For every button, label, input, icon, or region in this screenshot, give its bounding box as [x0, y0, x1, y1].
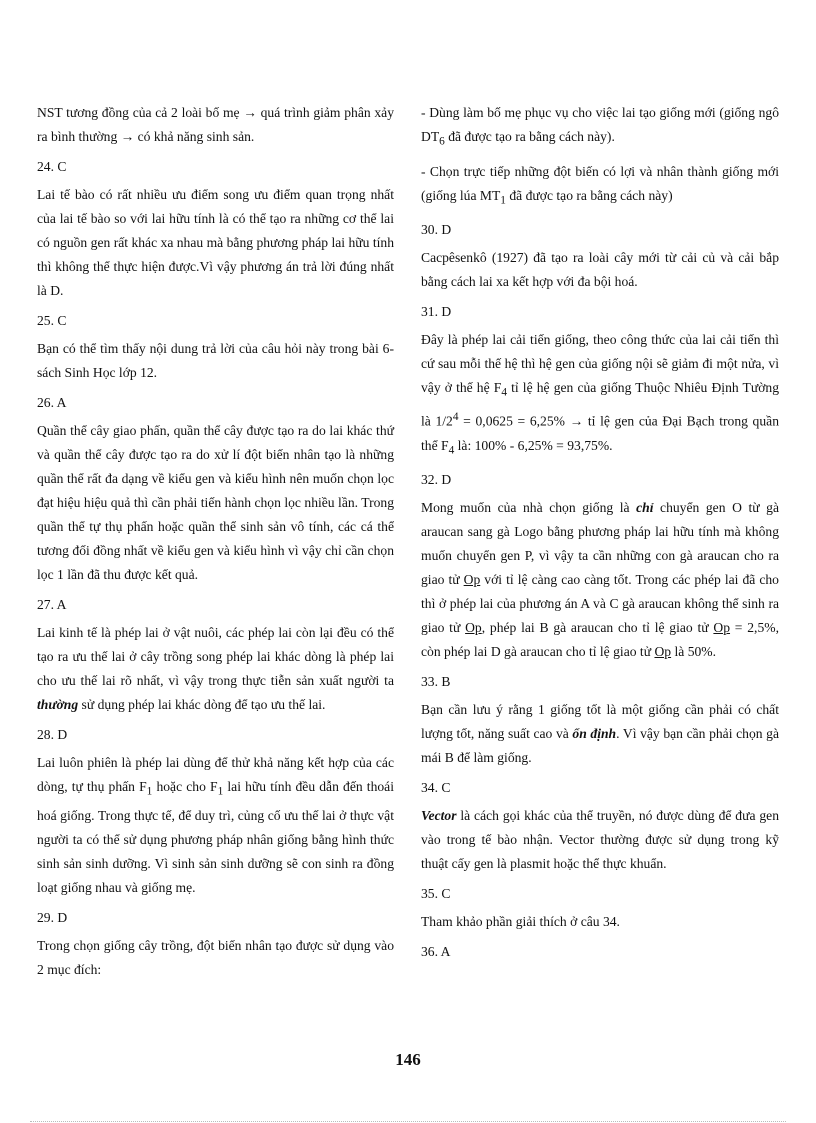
emphasis: ổn định: [572, 726, 617, 742]
emphasis: thường: [37, 697, 79, 712]
answer-heading: 31. D: [421, 304, 452, 320]
answer-heading: 25. C: [37, 313, 67, 328]
answer-heading: 34. C: [421, 780, 451, 796]
paragraph: Lai luôn phiên là phép lai dùng để thử khả năng kết hợp của các dòng, tự thụ phấn $F_1$ hoặc cho $F_1$ lai hữu tính đều dẫn đến thoái hoá giống. Trong thực tế, để duy trì, củng cố ưu thế lai ở thực vật người ta có thể sử dụng phương pháp nhân giống bằng hình thức sinh sản sinh dưỡng. Vì sinh sản sinh dưỡng sẽ con sinh ra đồng loạt giống nhau và giống mẹ.: [37, 755, 394, 895]
paragraph: Trong chọn giống cây trồng, đột biến nhân tạo được sử dụng vào 2 mục đích:: [37, 937, 394, 977]
answer-heading: 30. D: [421, 222, 452, 238]
paragraph: Bạn cần lưu ý rằng 1 giống tốt là một giống cần phải có chất lượng tốt, năng suất cao và ổn định. Vì vậy bạn cần phải chọn gà mái B để làm giống.: [421, 702, 779, 766]
answer-heading: 33. B: [421, 674, 451, 690]
emphasis: chỉ: [636, 500, 654, 516]
answer-heading: 29. D: [37, 909, 68, 925]
paragraph: Mong muốn của nhà chọn giống là chỉ chuyển gen O từ gà araucan sang gà Logo bằng phương pháp lai hữu tính mà không muốn chuyển gen P, vì vậy ta cần những con gà araucan cho ra giao tử Op với tỉ lệ càng cao càng tốt. Trong các phép lai đã cho thì ở phép lai của phương án A và C gà araucan không thể sinh ra giao tử Op, phép lai B gà araucan cho tỉ lệ giao tử Op = 2,5%, còn phép lai D gà araucan cho tỉ lệ giao tử Op là 50%.: [421, 500, 779, 660]
paragraph: Quần thể cây giao phấn, quần thể cây được tạo ra do lai khác thứ và quần thể cây được tạo ra do xử lí đột biến nhân tạo là những quần thể rất đa dạng về kiểu gen và kiểu hình nên muốn chọn lọc đạt hiệu hiệu quả thì cần phải tiến hành chọn lọc nhiều lần. Trong quần thể tự thụ phấn hoặc quần thể sinh sản vô tính, các cá thể tương đối đồng nhất về kiểu gen và kiểu hình vì vậy chỉ cần chọn lọc 1 lần đã thu được kết quả.: [37, 423, 394, 582]
answer-heading: 36. A: [421, 944, 451, 960]
right-column: [421, 101, 779, 968]
page-number: 146: [395, 1050, 421, 1069]
answer-heading: 28. D: [37, 727, 68, 742]
paragraph: NST tương đồng của cả 2 loài bố mẹ → quá trình giảm phân xảy ra bình thường → có khả năng sinh sản.: [37, 105, 394, 144]
paragraph: Lai tế bào có rất nhiều ưu điểm song ưu điểm quan trọng nhất của lai tế bào so với lai hữu tính là có thể tạo ra những cơ thể lai có nguồn gen rất khác xa nhau mà bằng phương pháp lai hữu tính thì không thể thực hiện được.Vì vậy phương án trả lời đúng nhất là D.: [37, 187, 394, 298]
paragraph: Bạn có thể tìm thấy nội dung trả lời của câu hỏi này trong bài 6- sách Sinh Học lớp 12.: [37, 341, 394, 380]
left-column: [37, 101, 394, 988]
answer-heading: 24. C: [37, 159, 67, 174]
answer-heading: 32. D: [421, 472, 452, 488]
paragraph: Đây là phép lai cải tiến giống, theo công thức của lai cải tiến thì cứ sau mỗi thế hệ thì hệ gen của giống nội sẽ giảm đi một nửa, vì vậy ở thế hệ $F_4$ tỉ lệ hệ gen của giống Thuộc Nhiêu Định Tường là $1/2^4 = 0,0625 = 6,25\%$ → tỉ lệ gen của Đại Bạch trong quần thể $F_4$ là: 100% - 6,25% = 93,75%.: [421, 332, 779, 457]
answer-heading: 27. A: [37, 597, 67, 612]
paragraph: Cacpêsenkô (1927) đã tạo ra loài cây mới từ cải củ và cải bắp bằng cách lai xa kết hợp với đa bội hoá.: [421, 250, 779, 290]
bullet-item: - Dùng làm bố mẹ phục vụ cho việc lai tạo giống mới (giống ngô $DT_6$ đã được tạo ra bằng cách này).: [421, 105, 779, 148]
answer-heading: 35. C: [421, 886, 451, 902]
emphasis: Vector: [421, 808, 457, 824]
paragraph: Vector là cách gọi khác của thể truyền, nó được dùng để đưa gen vào trong tế bào nhận. Vector thường được sử dụng trong kỹ thuật cấy gen là plasmit hoặc thể thực khuẩn.: [421, 808, 779, 872]
answer-heading: 26. A: [37, 395, 67, 410]
paragraph: Tham khảo phần giải thích ở câu 34.: [421, 914, 620, 930]
bullet-item: - Chọn trực tiếp những đột biến có lợi và nhân thành giống mới (giống lúa $MT_1$ đã được tạo ra bằng cách này): [421, 163, 779, 207]
paragraph: Lai kinh tế là phép lai ở vật nuôi, các phép lai còn lại đều có thể tạo ra ưu thế lai ở cây trồng song phép lai khác dòng là phép lai cho ưu thế lai rõ nhất, vì vậy trong thực tiễn sản xuất người ta thường sử dụng phép lai khác dòng để tạo ưu thế lai.: [37, 625, 394, 712]
bottom-divider: [30, 1121, 786, 1122]
